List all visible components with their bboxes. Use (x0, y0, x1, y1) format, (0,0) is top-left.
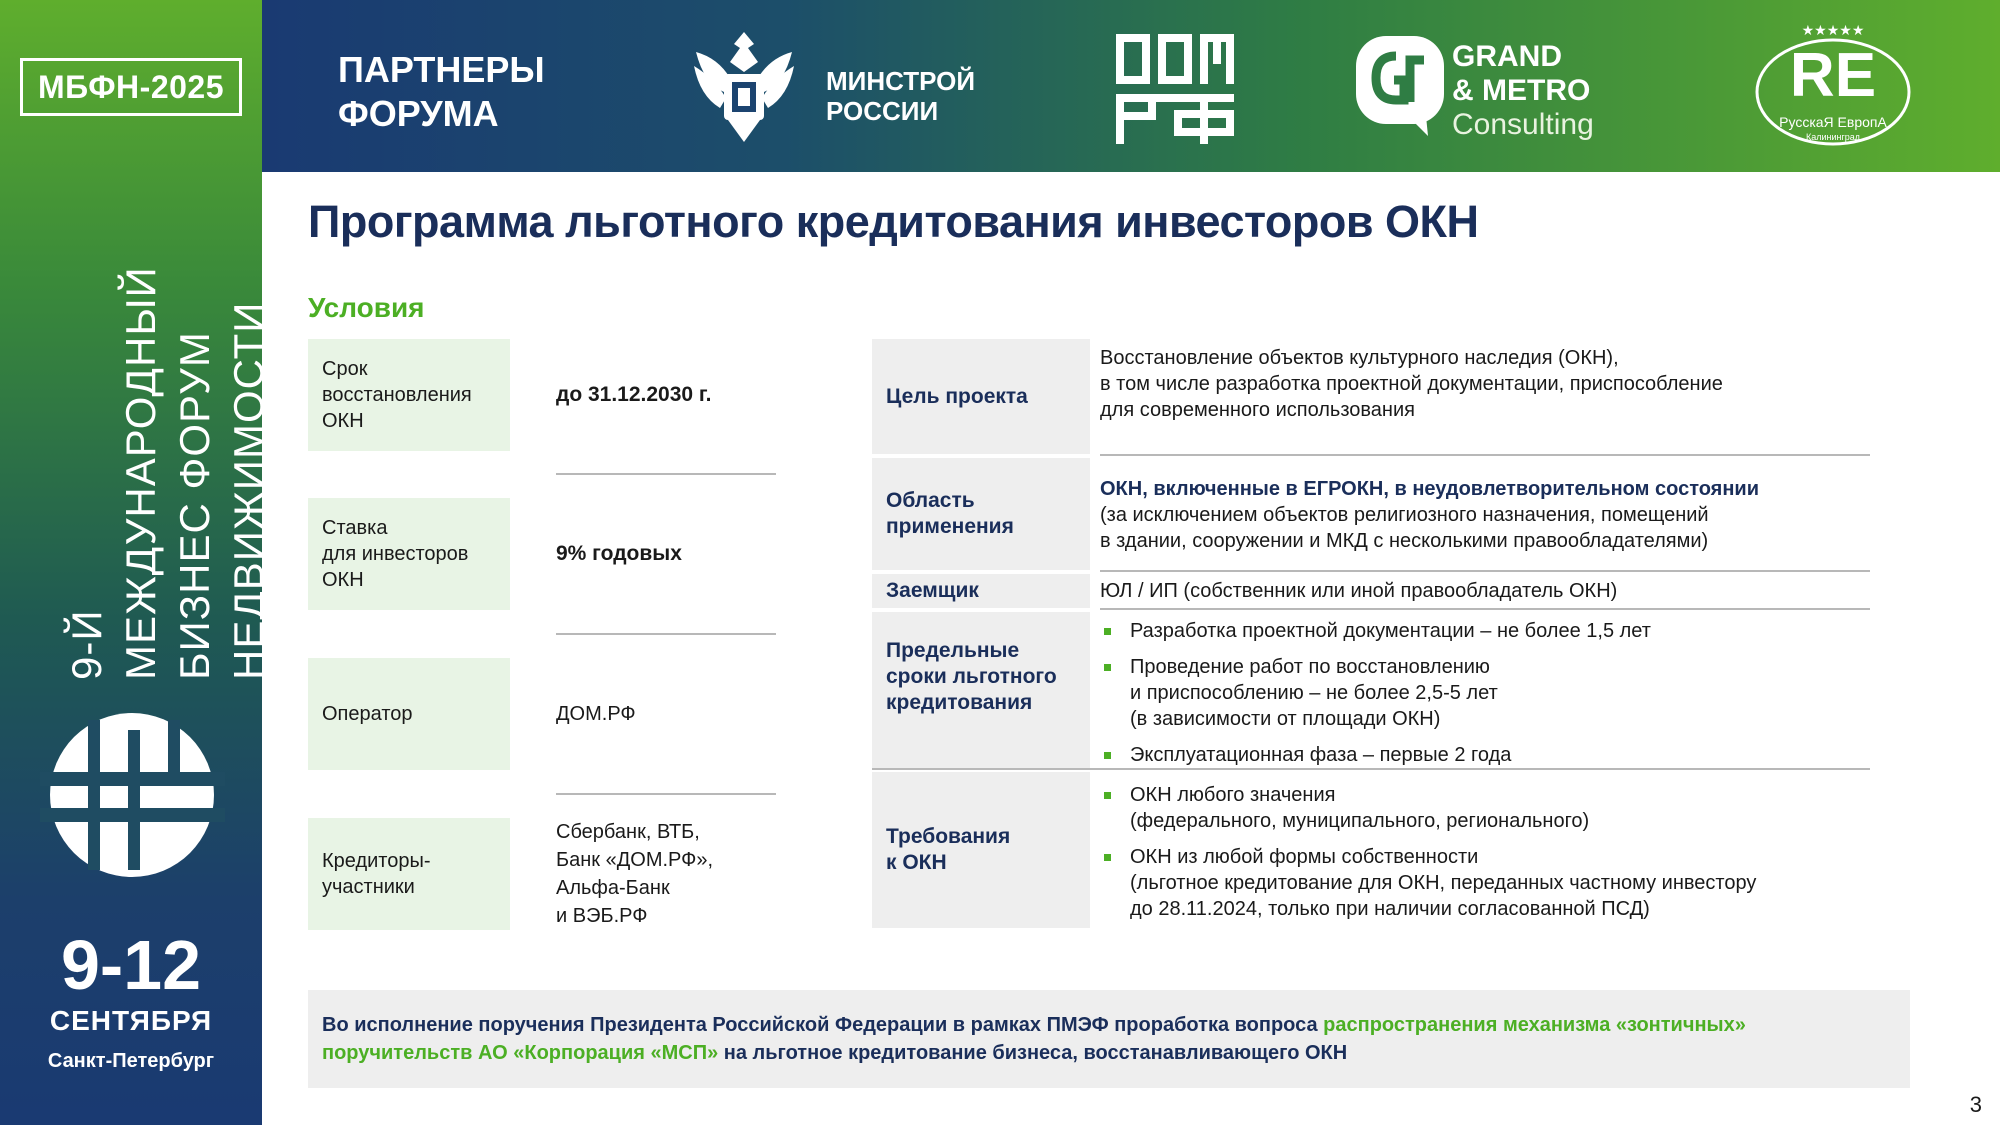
divider (872, 768, 1870, 770)
text-line: и приспособлению – не более 2,5-5 лет (1130, 682, 1498, 704)
divider (1100, 608, 1870, 610)
grand-metro-logo-icon (1352, 32, 1448, 136)
condition-value-term (556, 339, 776, 451)
text-line: для современного использования (1100, 399, 1415, 421)
text-line: ЮЛ / ИП (собственник или иной правообладатель ОКН) (1100, 580, 1618, 602)
re-name: РусскаЯ ЕвропА (1779, 114, 1887, 130)
domrf-logo-icon (1116, 34, 1234, 144)
label-line: к ОКН (886, 851, 947, 874)
value-line: Банк «ДОМ.РФ», (556, 849, 714, 871)
divider (1100, 454, 1870, 456)
vertical-line-2: БИЗНЕС ФОРУМ (171, 331, 218, 680)
forum-month: СЕНТЯБРЯ (49, 1005, 213, 1036)
grand-metro-line-1: GRAND (1452, 40, 1562, 73)
value-line: и ВЭБ.РФ (556, 905, 648, 927)
divider (556, 633, 776, 635)
text-line: Эксплуатационная фаза – первые 2 года (1130, 744, 1512, 766)
value-line: 9% годовых (556, 542, 682, 565)
detail-value-goal (1100, 345, 1870, 423)
label-line: ОКН (322, 569, 364, 591)
partners-heading (338, 48, 545, 136)
detail-label-requirements (872, 772, 1090, 928)
forum-dates: 9-12 (60, 926, 202, 1004)
label-line: Ставка (322, 517, 388, 539)
note-part-3: на льготное кредитование бизнеса, восстанавливающего ОКН (718, 1042, 1348, 1064)
minstroy-line-2: РОССИИ (826, 96, 939, 126)
minstroy-line-1: МИНСТРОЙ (826, 66, 976, 96)
forum-vertical-title (60, 200, 272, 680)
forum-logo-icon (40, 710, 225, 880)
condition-value-rate (556, 498, 776, 610)
detail-value-borrower (1100, 578, 1870, 604)
value-line: ДОМ.РФ (556, 703, 636, 725)
re-letters: RE (1789, 41, 1877, 110)
label-line: Оператор (322, 703, 413, 725)
label-line: Цель проекта (886, 384, 1028, 408)
condition-value-operator (556, 658, 776, 770)
text-line: Проведение работ по восстановлению (1130, 656, 1490, 678)
detail-label-borrower (872, 574, 1090, 608)
divider (1100, 570, 1870, 572)
label-line: Требования (886, 825, 1011, 848)
detail-value-terms (1100, 618, 1870, 778)
divider (556, 473, 776, 475)
text-line: в здании, сооружении и МКД с несколькими правообладателями) (1100, 530, 1709, 552)
detail-label-scope (872, 458, 1090, 570)
condition-label-term (308, 339, 510, 451)
detail-label-terms (872, 612, 1090, 768)
list-item (1100, 844, 1870, 922)
detail-value-scope (1100, 476, 1870, 554)
label-line: для инвесторов (322, 543, 469, 565)
condition-value-creditors (556, 818, 776, 930)
vertical-line-1: 9-Й МЕЖДУНАРОДНЫЙ (63, 266, 164, 680)
grand-metro-line-3: Consulting (1452, 108, 1594, 141)
label-line: Предельные (886, 639, 1020, 662)
coat-of-arms-icon (688, 22, 800, 148)
minstroy-logo-text (826, 66, 975, 126)
conditions-heading: Условия (308, 292, 425, 323)
forum-city: Санкт-Петербург (47, 1050, 215, 1072)
detail-value-requirements (1100, 782, 1870, 932)
grand-metro-line-2: & METRO (1452, 74, 1591, 107)
condition-label-rate (308, 498, 510, 610)
text-line: Разработка проектной документации – не более 1,5 лет (1130, 620, 1651, 642)
page-number: 3 (1969, 1092, 1982, 1117)
partners-line-2: ФОРУМА (338, 93, 499, 134)
condition-label-creditors (308, 818, 510, 930)
list-item (1100, 742, 1870, 768)
label-line: Заемщик (886, 579, 979, 602)
text-line: (льготное кредитование для ОКН, переданных частному инвестору (1130, 872, 1757, 894)
label-line: Кредиторы- (322, 850, 431, 872)
list-item (1100, 782, 1870, 834)
detail-label-goal (872, 339, 1090, 454)
note-part-1: Во исполнение поручения Президента Российской Федерации в рамках ПМЭФ проработка вопроса (322, 1014, 1324, 1036)
russkaya-evropa-logo (1753, 22, 1913, 152)
label-line: восстановления (322, 384, 472, 406)
value-line: Альфа-Банк (556, 877, 670, 899)
text-line: до 28.11.2024, только при наличии согласованной ПСД) (1130, 898, 1650, 920)
label-line: применения (886, 515, 1014, 538)
text-line: Восстановление объектов культурного наследия (ОКН), (1100, 347, 1619, 369)
label-line: ОКН (322, 410, 364, 432)
divider (556, 793, 776, 795)
re-city: Калининград (1805, 132, 1861, 142)
scope-bold-line: ОКН, включенные в ЕГРОКН, в неудовлетворительном состоянии (1100, 478, 1760, 500)
label-line: сроки льготного (886, 665, 1057, 688)
label-line: Область (886, 489, 975, 512)
partners-line-1: ПАРТНЕРЫ (338, 49, 545, 90)
text-line: ОКН любого значения (1130, 784, 1336, 806)
note-text (322, 1011, 1896, 1067)
presidential-instruction-note (308, 990, 1910, 1088)
text-line: (в зависимости от площади ОКН) (1130, 708, 1441, 730)
text-line: ОКН из любой формы собственности (1130, 846, 1479, 868)
page-title: Программа льготного кредитования инвесторов ОКН (308, 196, 1479, 247)
note-part-2-highlight: распространения механизма «зонтичных» поручительств АО «Корпорация «МСП» (322, 1014, 1746, 1064)
label-line: кредитования (886, 691, 1033, 714)
value-line: до 31.12.2030 г. (556, 383, 712, 406)
value-line: Сбербанк, ВТБ, (556, 821, 700, 843)
condition-label-operator (308, 658, 510, 770)
text-line: в том числе разработка проектной документации, приспособление (1100, 373, 1723, 395)
vertical-line-3: НЕДВИЖИМОСТИ (225, 301, 272, 680)
text-line: (за исключением объектов религиозного назначения, помещений (1100, 504, 1709, 526)
list-item (1100, 618, 1870, 644)
re-stars: ★★★★★ (1801, 22, 1865, 38)
label-line: Срок (322, 358, 368, 380)
forum-badge: МБФН-2025 (20, 58, 242, 116)
list-item (1100, 654, 1870, 732)
text-line: (федерального, муниципального, регионального) (1130, 810, 1590, 832)
label-line: участники (322, 876, 415, 898)
grand-metro-logo-text (1452, 40, 1594, 142)
